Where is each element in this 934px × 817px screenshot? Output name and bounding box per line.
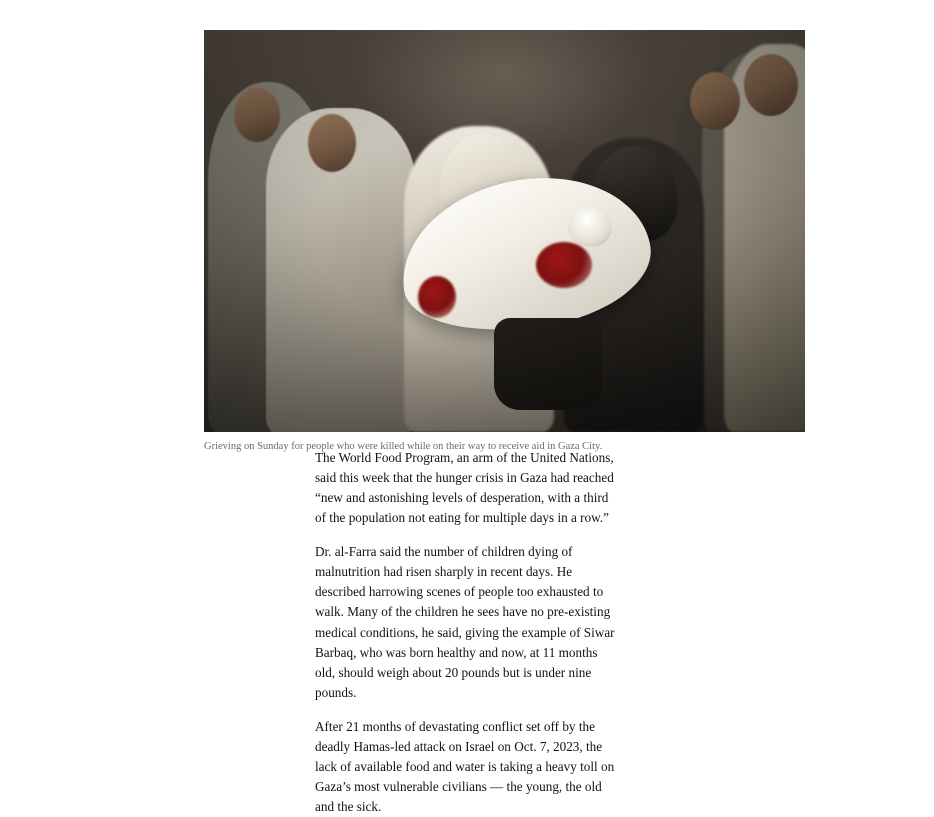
- article-paragraph-3: After 21 months of devastating conflict set off by the deadly Hamas-led attack on Israel on Oct. 7, 2023, the lack of available food and water is taking a heavy toll on Gaza’s most vulnerable civilians — the young, the old and the sick.: [315, 718, 615, 814]
- article-figure: [204, 30, 805, 454]
- photo-caption: Grieving on Sunday for people who were killed while on their way to receive aid in Gaza City.: [204, 441, 603, 452]
- photo-scene: [204, 30, 805, 432]
- article-paragraph-2: Dr. al-Farra said the number of children dying of malnutrition had risen sharply in recent days. He described harrowing scenes of people too exhausted to walk. Many of the children he sees have no pre-existing medical conditions, he said, giving the example of Siwar Barbaq, who was born healthy and now, at 11 months old, should weigh about 20 pounds but is under nine pounds.: [315, 544, 615, 700]
- lead-photo: [204, 30, 805, 432]
- article-paragraph-1: The World Food Program, an arm of the United Nations, said this week that the hunger crisis in Gaza had reached “new and astonishing levels of desperation, with a third of the population not eating for multiple days in a row.”: [315, 450, 614, 526]
- photo-vignette: [204, 30, 805, 432]
- article-body: [315, 448, 615, 817]
